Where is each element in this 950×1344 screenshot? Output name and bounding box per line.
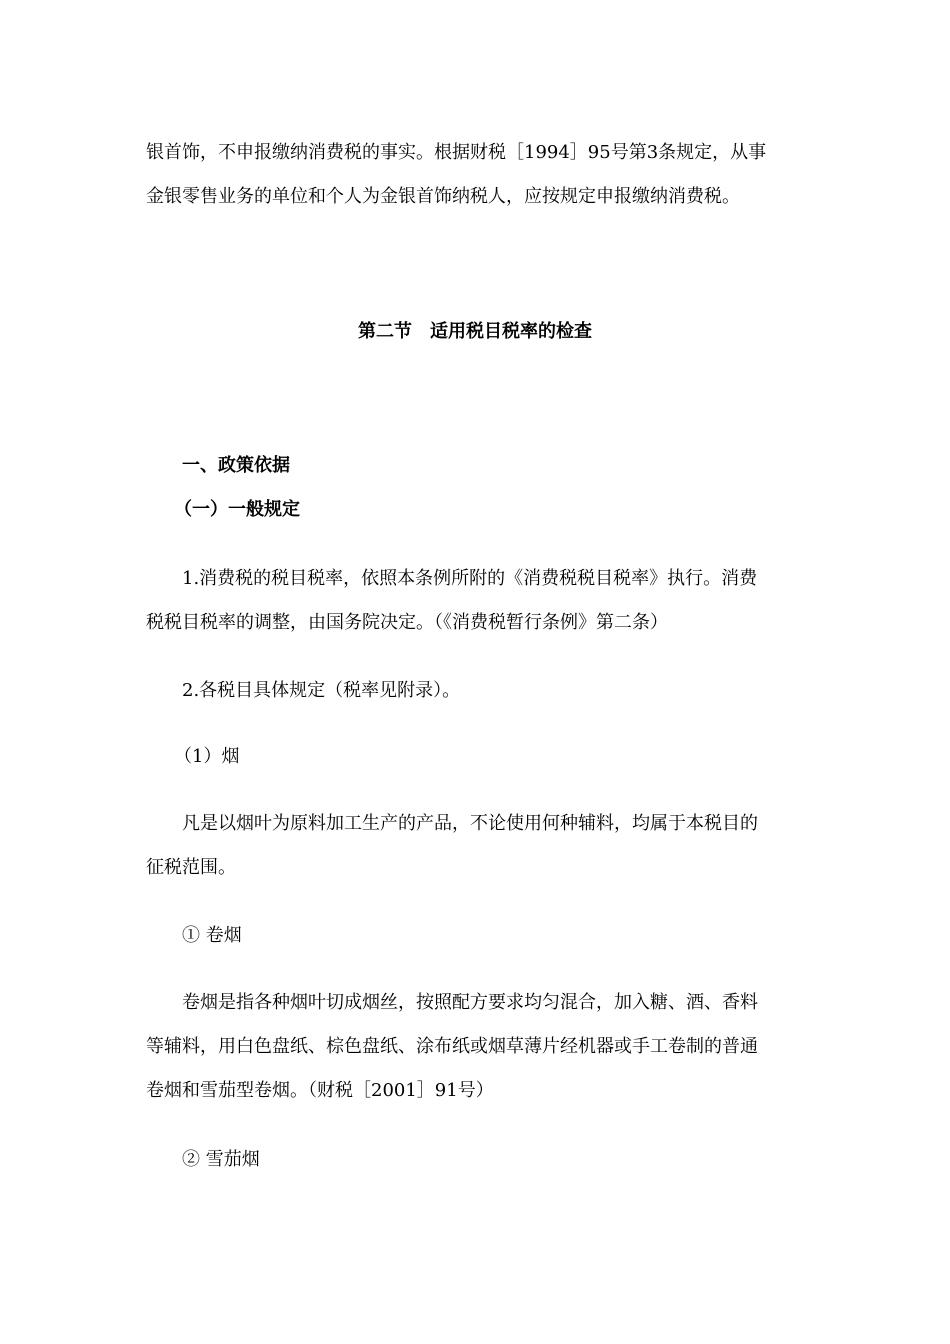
heading-level-1: 一、政策依据 [182, 455, 290, 476]
paragraph-line: 银首饰，不申报缴纳消费税的事实。根据财税［1994］95号第3条规定，从事 [146, 142, 767, 163]
paragraph-line: 等辅料，用白色盘纸、棕色盘纸、涂布纸或烟草薄片经机器或手工卷制的普通 [146, 1036, 758, 1057]
subheading: ② 雪茄烟 [182, 1149, 260, 1170]
paragraph-line: 1.消费税的税目税率，依照本条例所附的《消费税税目税率》执行。消费 [182, 568, 758, 589]
paragraph-line: 凡是以烟叶为原料加工生产的产品，不论使用何种辅料，均属于本税目的 [182, 813, 758, 834]
subheading: （1）烟 [174, 746, 240, 767]
paragraph-line: 税税目税率的调整，由国务院决定。（《消费税暂行条例》第二条） [146, 612, 668, 633]
paragraph-line: 征税范围。 [146, 857, 236, 878]
paragraph-line: 卷烟是指各种烟叶切成烟丝，按照配方要求均匀混合，加入糖、酒、香料 [182, 992, 758, 1013]
paragraph-line: 2.各税目具体规定（税率见附录）。 [182, 680, 461, 701]
section-title: 第二节 适用税目税率的检查 [358, 321, 592, 342]
paragraph-line: 金银零售业务的单位和个人为金银首饰纳税人，应按规定申报缴纳消费税。 [146, 186, 740, 207]
heading-level-2: （一）一般规定 [174, 499, 300, 520]
subheading: ① 卷烟 [182, 925, 242, 946]
paragraph-line: 卷烟和雪茄型卷烟。（财税［2001］91号） [146, 1080, 494, 1101]
